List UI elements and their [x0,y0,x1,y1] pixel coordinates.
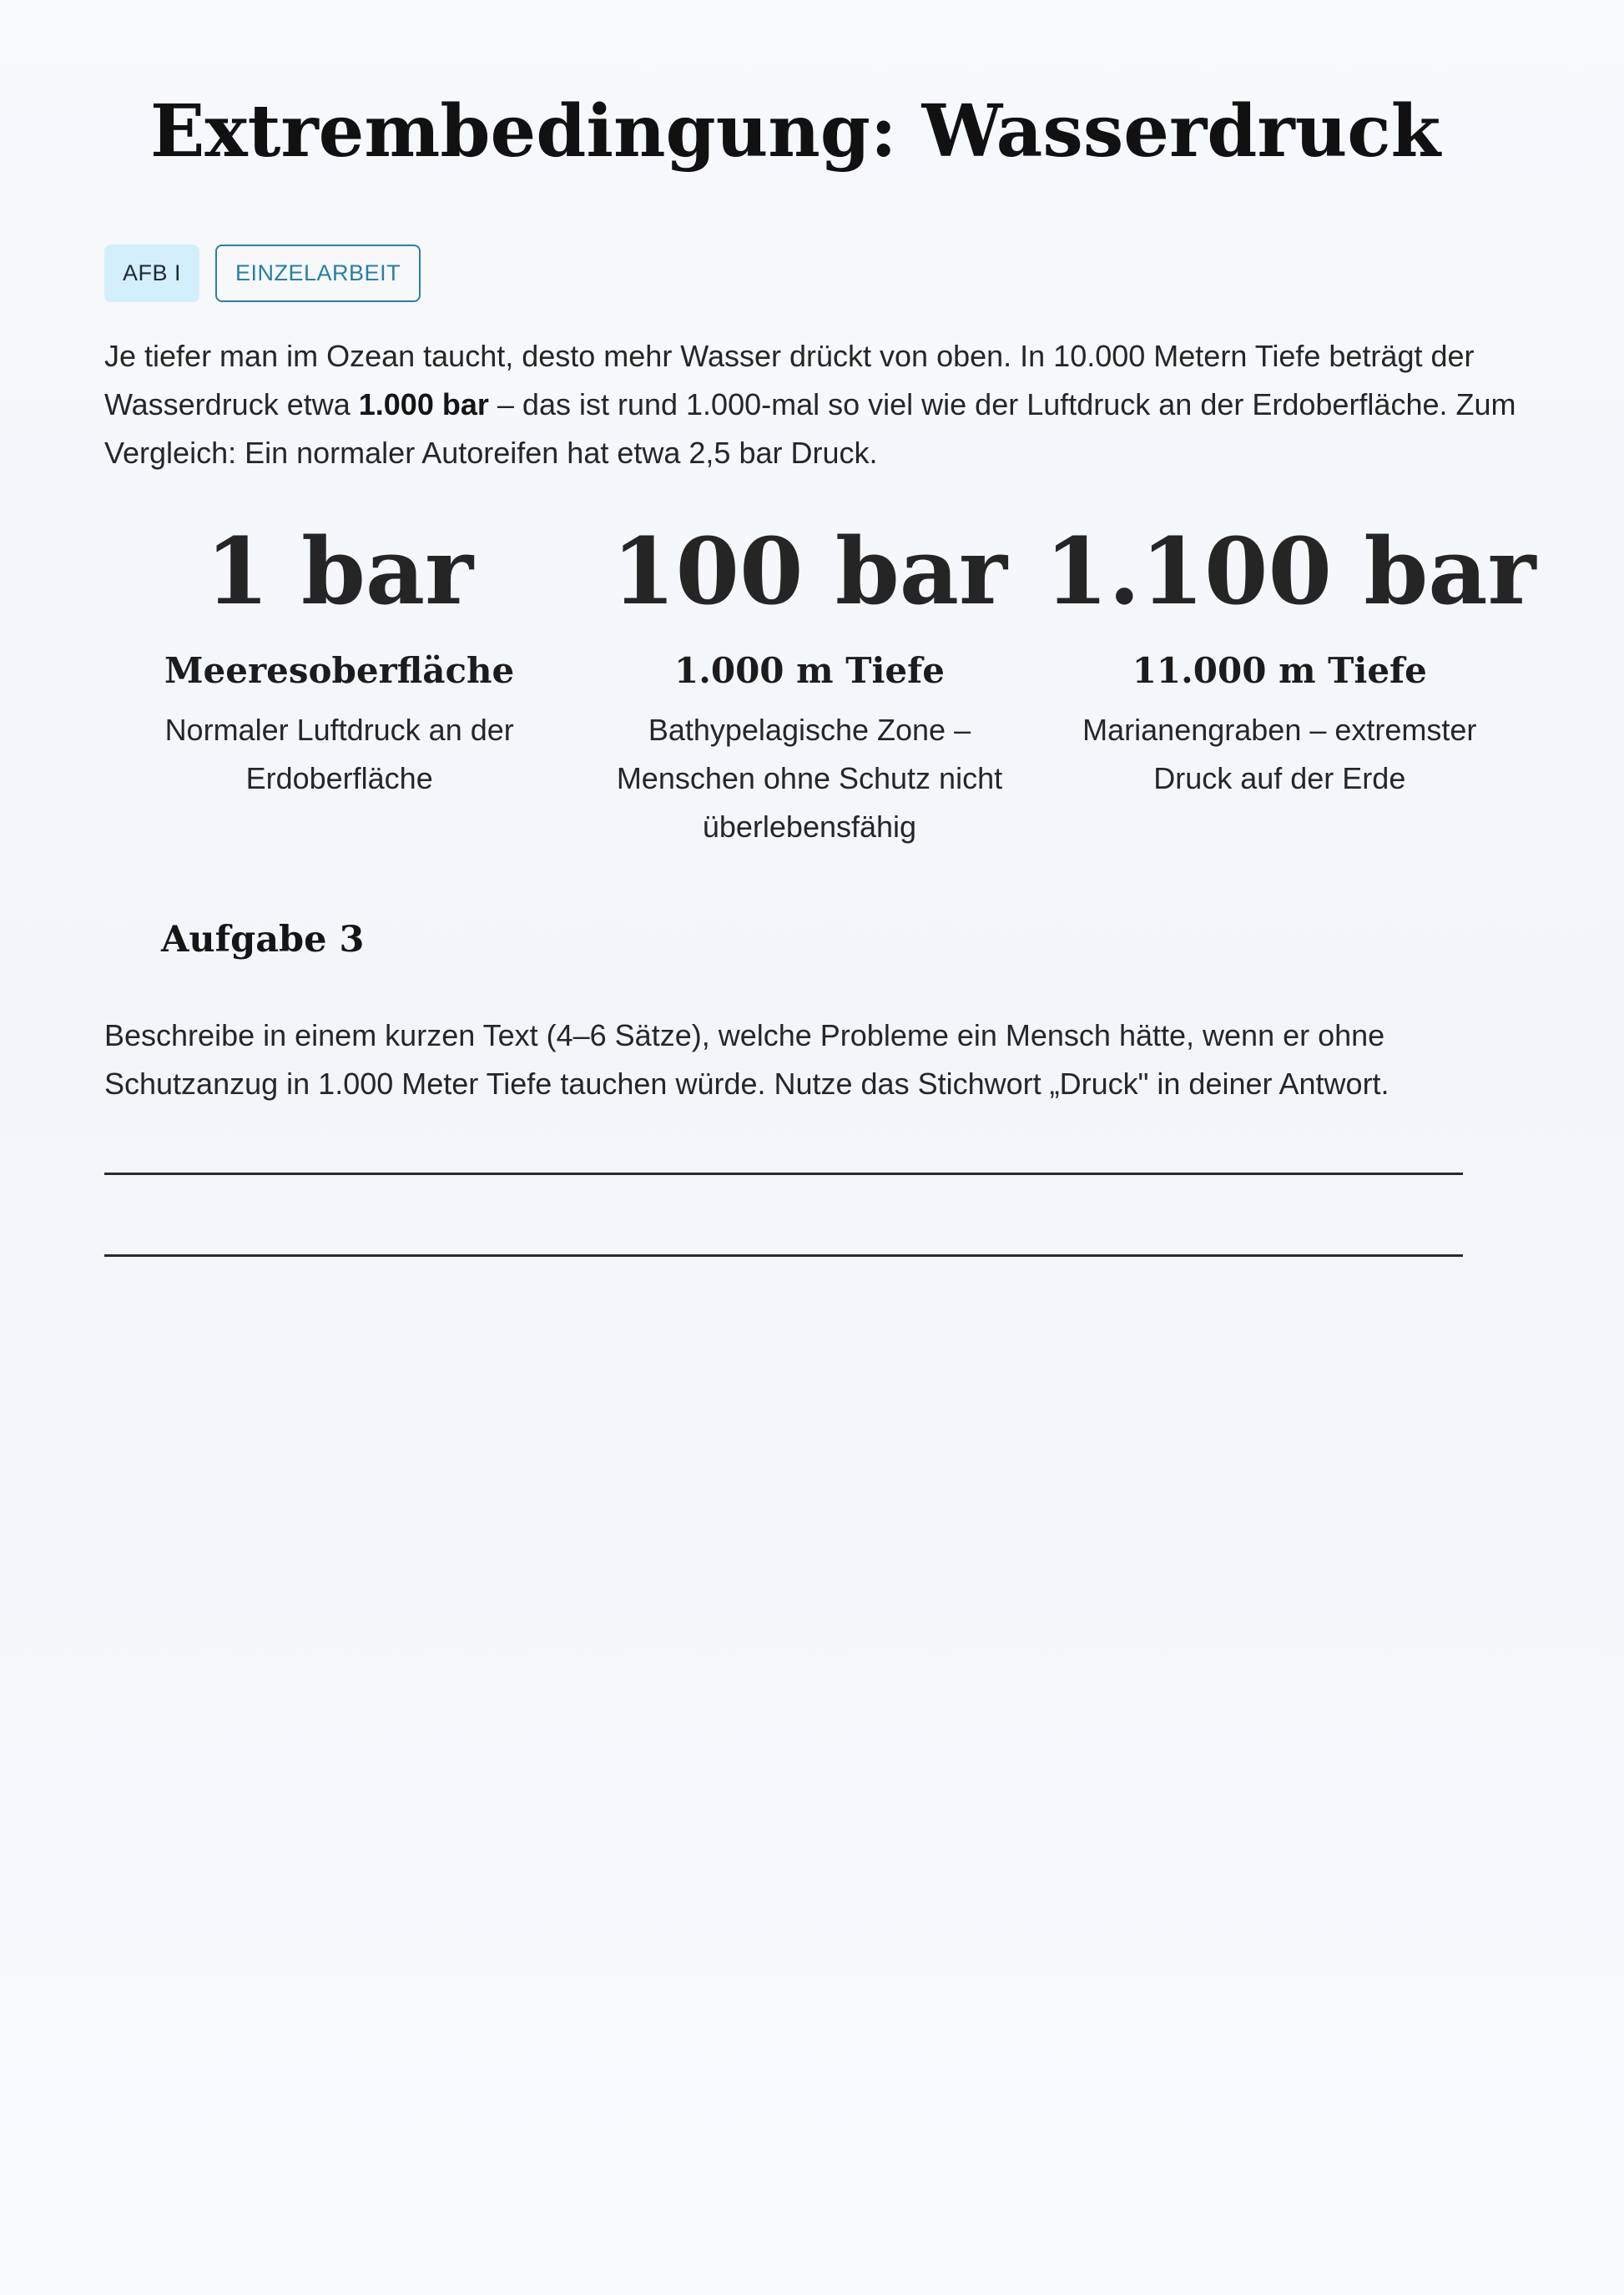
stat-description: Normaler Luftdruck an der Erdoberfläche [164,713,514,795]
stat-value: 1 bar [205,517,474,625]
intro-highlight: 1.000 bar [358,387,489,421]
badge-group [104,245,421,302]
intro-paragraph [104,332,1523,477]
stat-label: 1.000 m Tiefe [674,650,945,691]
intro-text-start: Je tiefer man im Ozean taucht, desto mehr Wasser drückt von oben. In 10.000 Metern Tiefe beträgt der Wasserdruck etwa [104,339,1475,421]
stat-description: Bathypelagische Zone – Menschen ohne Schutz nicht überlebensfähig [616,713,1003,844]
answer-line[interactable] [104,1254,1463,1257]
task-heading: Aufgabe 3 [161,919,365,961]
afb-level-badge: AFB I [104,245,199,302]
work-mode-badge: EINZELARBEIT [215,245,421,302]
pressure-stat-11000m [1044,509,1536,851]
pressure-stat-1000m [574,509,1044,851]
page-title: Extrembedingung: Wasserdruck [149,89,1441,174]
stat-value: 1.100 bar [1044,517,1536,625]
stat-label: 11.000 m Tiefe [1132,650,1427,691]
stat-label: Meeresoberfläche [164,650,515,691]
answer-line[interactable] [104,1173,1463,1175]
intro-text-end: – das ist rund 1.000-mal so viel wie der Luftdruck an der Erdoberfläche. Zum Vergleich: Ein normaler Autoreifen hat etwa 2,5 bar Druck. [104,387,1516,470]
pressure-stats [104,509,1536,851]
task-prompt: Beschreibe in einem kurzen Text (4–6 Sätze), welche Probleme ein Mensch hätte, wenn er ohne Schutzanzug in 1.000 Meter Tiefe tauchen würde. Nutze das Stichwort „Druck" in deiner Antwort. [104,1018,1389,1101]
stat-description: Marianengraben – extremster Druck auf der Erde [1082,713,1477,795]
pressure-stat-surface [104,509,574,851]
stat-value: 100 bar [611,517,1007,625]
